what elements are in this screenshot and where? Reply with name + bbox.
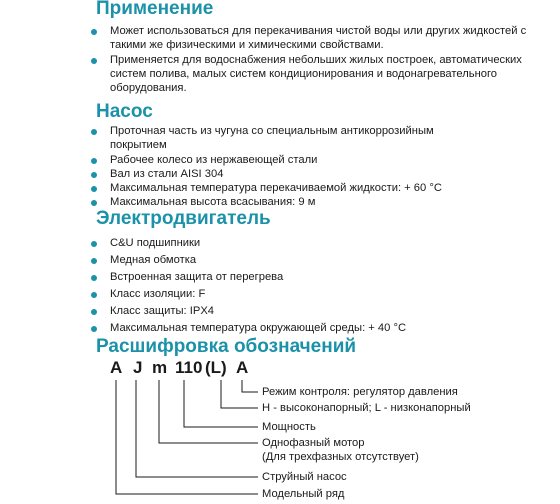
bullet-icon bbox=[91, 129, 97, 135]
connector-jet bbox=[136, 380, 258, 477]
list-item: Применяется для водоснабжения небольших жилых построек, автоматических систем полива, малых систем кондиционирования и водонагревательного оборудования. bbox=[110, 54, 522, 95]
list-item: Может использоваться для перекачивания чистой воды или других жидкостей с такими же физическими и химическими свойствами. bbox=[110, 25, 527, 52]
list-item: Максимальная температура окружающей среды: + 40 °С bbox=[110, 322, 407, 334]
label-three-phase-note: (Для трехфазных отсутствует) bbox=[262, 451, 419, 463]
code-letter-single-phase: m bbox=[152, 358, 168, 377]
code-head-type: (L) bbox=[205, 358, 227, 377]
connector-series bbox=[116, 380, 258, 494]
bullet-icon bbox=[91, 292, 97, 298]
section-title-pump: Насос bbox=[96, 101, 153, 122]
label-head-type: H - высоконапорный; L - низконапорный bbox=[262, 402, 471, 414]
section-title-application: Применение bbox=[96, 0, 214, 19]
list-item: Медная обмотка bbox=[110, 254, 197, 266]
bullet-icon bbox=[91, 241, 97, 247]
list-item: Рабочее колесо из нержавеющей стали bbox=[110, 154, 318, 166]
connector-control-mode bbox=[242, 380, 258, 392]
bullet-icon bbox=[91, 29, 97, 35]
code-letter-jet: J bbox=[133, 358, 143, 377]
bullet-icon bbox=[91, 309, 97, 315]
list-item: Проточная часть из чугуна со специальным антикоррозийным покрытием bbox=[110, 125, 434, 152]
code-power: 110 bbox=[175, 358, 203, 377]
label-control-mode: Режим контроля: регулятор давления bbox=[262, 386, 458, 398]
code-letter-series: A bbox=[110, 358, 123, 377]
bullet-icon bbox=[91, 58, 97, 64]
section-title-decoding: Расшифровка обозначений bbox=[96, 336, 357, 357]
bullet-icon bbox=[91, 258, 97, 264]
code-control-mode: A bbox=[236, 358, 249, 377]
bullet-icon bbox=[91, 158, 97, 164]
list-item: Максимальная высота всасывания: 9 м bbox=[110, 196, 316, 208]
list-item: Класс защиты: IPX4 bbox=[110, 305, 215, 317]
label-single-phase: Однофазный мотор bbox=[262, 437, 365, 449]
connector-power bbox=[184, 380, 258, 427]
connector-head-type bbox=[221, 380, 258, 408]
list-item: Вал из стали AISI 304 bbox=[110, 168, 224, 180]
list-item: C&U подшипники bbox=[110, 237, 201, 249]
label-series: Модельный ряд bbox=[262, 488, 345, 500]
list-item: Встроенная защита от перегрева bbox=[110, 271, 284, 283]
list-item: Максимальная температура перекачиваемой жидкости: + 60 °С bbox=[110, 182, 442, 194]
bullet-icon bbox=[91, 275, 97, 281]
label-jet-pump: Струйный насос bbox=[262, 471, 347, 483]
connector-single-phase bbox=[159, 380, 258, 443]
section-title-motor: Электродвигатель bbox=[96, 208, 271, 229]
bullet-icon bbox=[91, 200, 97, 206]
bullet-icon bbox=[91, 186, 97, 192]
bullet-icon bbox=[91, 326, 97, 332]
bullet-icon bbox=[91, 172, 97, 178]
label-power: Мощность bbox=[262, 421, 316, 433]
list-item: Класс изоляции: F bbox=[110, 288, 206, 300]
